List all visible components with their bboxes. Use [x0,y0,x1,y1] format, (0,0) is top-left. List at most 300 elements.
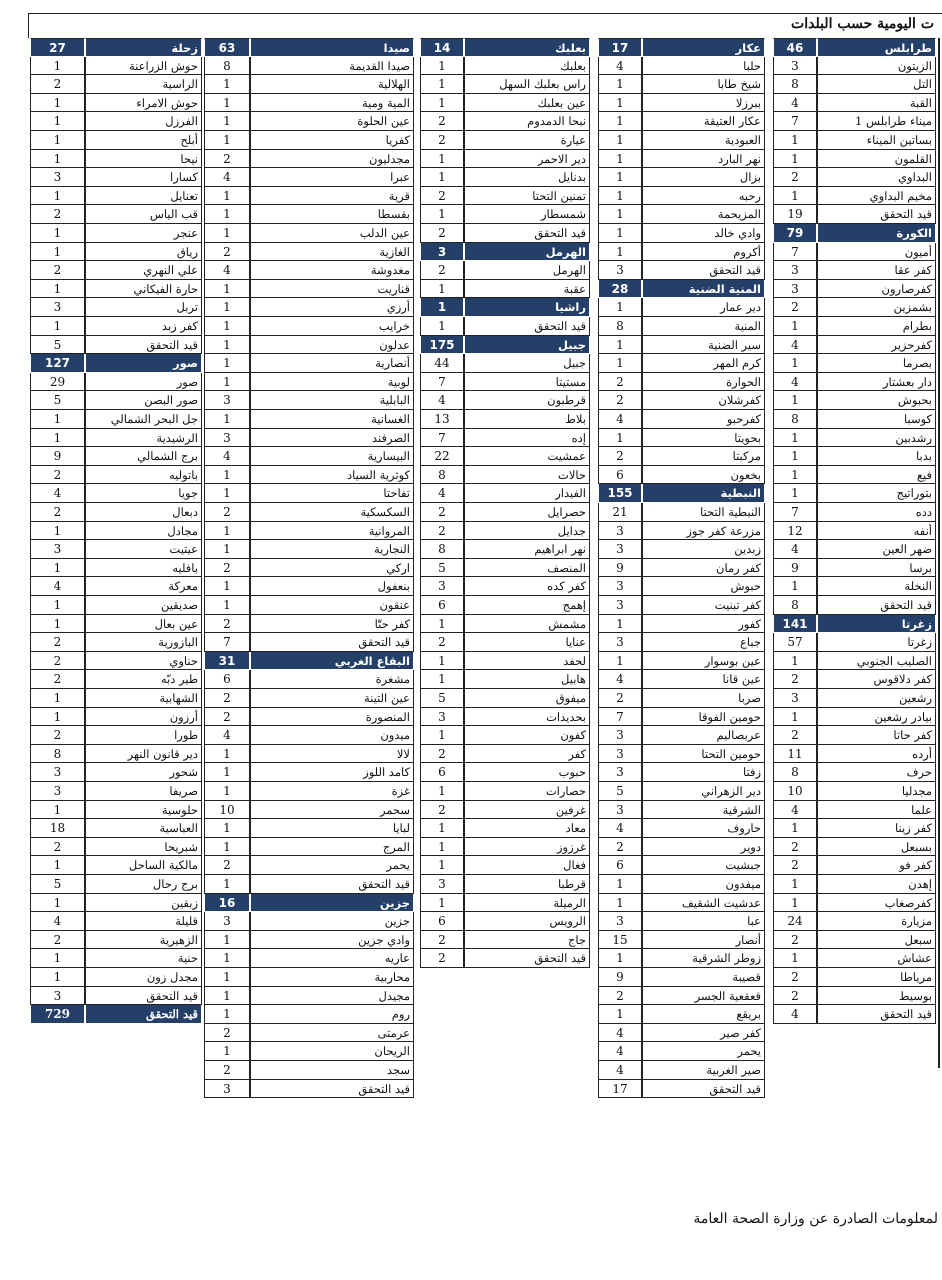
district-table-akkar-nabatieh [598,38,765,1098]
town-name: كوثرية السياد [250,466,414,485]
case-count: 2 [420,503,464,522]
case-count: 2 [773,931,817,950]
town-row [598,1024,765,1043]
town-row [420,150,590,169]
town-row [204,205,414,224]
case-count: 1 [204,187,250,206]
town-row [30,94,202,113]
town-row [204,540,414,559]
district-name: بعلبك [464,38,590,57]
district-header-row [420,243,590,262]
case-count: 1 [598,131,642,150]
case-count: 1 [30,559,85,578]
case-count: 1 [204,838,250,857]
case-count: 2 [204,150,250,169]
case-count: 2 [420,261,464,280]
case-count: 6 [420,912,464,931]
town-name: كفر حتّا [250,615,414,634]
town-name: جل البحر الشمالي [85,410,202,429]
case-count: 1 [30,801,85,820]
case-count: 3 [30,298,85,317]
town-name: حومين التحتا [642,745,765,764]
district-name: البقاع الغربي [250,652,414,671]
district-table-saida [204,38,414,1098]
town-name: حبوش [642,577,765,596]
town-name: البابلية [250,391,414,410]
town-row [204,949,414,968]
town-name: العبودية [642,131,765,150]
case-count: 1 [773,187,817,206]
town-row [598,931,765,950]
district-header-row [773,38,936,57]
town-name: قيد التحقق [464,949,590,968]
town-name: المرج [250,838,414,857]
town-name: أكروم [642,243,765,262]
town-name: عين الدلب [250,224,414,243]
town-name: بتوراتيج [817,484,936,503]
town-row [773,987,936,1006]
case-count: 3 [30,782,85,801]
town-name: عين الحلوة [250,112,414,131]
case-count: 1 [420,894,464,913]
town-row [204,1042,414,1061]
town-name: التل [817,75,936,94]
case-count: 1 [204,931,250,950]
town-name: صيدا القديمة [250,57,414,76]
town-name: السكسكية [250,503,414,522]
town-row [773,949,936,968]
town-name: كفور [642,615,765,634]
town-row [204,354,414,373]
town-row [420,559,590,578]
town-name: أرزي [250,298,414,317]
case-count: 1 [30,708,85,727]
case-count: 8 [420,466,464,485]
case-count: 19 [773,205,817,224]
town-name: عبرا [250,168,414,187]
district-header-row [598,38,765,57]
town-row [30,298,202,317]
town-name: لبايا [250,819,414,838]
case-count: 2 [204,615,250,634]
district-name: جبيل [464,336,590,355]
case-count: 1 [30,615,85,634]
case-count: 3 [598,577,642,596]
town-row [204,410,414,429]
case-count: 1 [773,652,817,671]
town-row [30,633,202,652]
case-count: 3 [598,801,642,820]
town-row [420,373,590,392]
town-name: كفرصغاب [817,894,936,913]
town-name: حومين الفوقا [642,708,765,727]
town-name: برج رحال [85,875,202,894]
town-row [204,503,414,522]
town-name: المنية [642,317,765,336]
town-name: قيد التحقق [642,261,765,280]
town-row [420,410,590,429]
town-row [598,94,765,113]
town-name: سير الضنية [642,336,765,355]
case-count: 3 [30,987,85,1006]
town-row [773,298,936,317]
case-count: 1 [30,968,85,987]
case-count: 1 [204,317,250,336]
town-name: صور البصن [85,391,202,410]
district-header-row [598,280,765,299]
town-row [30,894,202,913]
case-count: 2 [598,373,642,392]
case-count: 1 [773,354,817,373]
case-count: 1 [204,819,250,838]
town-name: كفرشلان [642,391,765,410]
town-name: أرزون [85,708,202,727]
town-row [598,75,765,94]
district-table-north [773,38,936,1024]
town-row [420,726,590,745]
case-count: 1 [204,987,250,1006]
town-name: عين بعال [85,615,202,634]
town-name: حالات [464,466,590,485]
district-name: المنية الضنية [642,280,765,299]
town-row [773,968,936,987]
case-count: 1 [420,280,464,299]
town-row [773,875,936,894]
case-count: 44 [420,354,464,373]
case-count: 8 [30,745,85,764]
town-name: قيد التحقق [250,1080,414,1099]
town-row [773,243,936,262]
town-row [420,391,590,410]
town-row [773,391,936,410]
case-count: 1 [204,540,250,559]
town-row [30,522,202,541]
town-name: عين بوسوار [642,652,765,671]
town-name: رشعين [817,689,936,708]
town-name: قرطبا [464,875,590,894]
case-count: 1 [598,94,642,113]
town-name: قصيبة [642,968,765,987]
town-row [204,726,414,745]
case-count: 1 [773,447,817,466]
case-count: 1 [30,94,85,113]
district-total: 155 [598,484,642,503]
case-count: 2 [420,801,464,820]
case-count: 3 [773,689,817,708]
town-row [598,559,765,578]
town-row [420,782,590,801]
case-count: 1 [420,205,464,224]
town-row [773,94,936,113]
case-count: 4 [598,57,642,76]
case-count: 1 [598,150,642,169]
town-name: قيد التحقق [85,1005,202,1024]
district-total: 14 [420,38,464,57]
town-row [773,354,936,373]
district-header-row [204,38,414,57]
town-name: غزة [250,782,414,801]
town-row [773,745,936,764]
case-count: 4 [773,94,817,113]
district-name: النبطية [642,484,765,503]
town-name: الفرزل [85,112,202,131]
case-count: 3 [598,745,642,764]
town-row [30,150,202,169]
town-name: إهمج [464,596,590,615]
case-count: 1 [30,410,85,429]
town-row [773,484,936,503]
district-total: 175 [420,336,464,355]
case-count: 9 [598,968,642,987]
town-row [204,57,414,76]
case-count: 4 [773,373,817,392]
case-count: 2 [30,652,85,671]
town-row [773,447,936,466]
case-count: 7 [773,503,817,522]
town-row [30,540,202,559]
case-count: 8 [773,75,817,94]
town-name: الهلالية [250,75,414,94]
town-row [420,689,590,708]
case-count: 1 [420,94,464,113]
town-name: زوطر الشرقية [642,949,765,968]
case-count: 1 [598,949,642,968]
town-row [420,931,590,950]
town-name: عيارة [464,131,590,150]
town-name: أرده [817,745,936,764]
town-name: كفر فو [817,856,936,875]
case-count: 1 [598,615,642,634]
case-count: 6 [598,466,642,485]
town-row [420,354,590,373]
town-row [773,168,936,187]
case-count: 1 [598,875,642,894]
town-row [420,894,590,913]
case-count: 1 [204,522,250,541]
case-count: 4 [773,1005,817,1024]
district-name: الهرمل [464,243,590,262]
town-row [420,652,590,671]
case-count: 2 [30,838,85,857]
town-row [204,150,414,169]
town-row [30,243,202,262]
town-name: دوير [642,838,765,857]
case-count: 1 [420,782,464,801]
town-row [598,745,765,764]
town-row [420,57,590,76]
case-count: 2 [204,689,250,708]
case-count: 2 [420,522,464,541]
case-count: 1 [773,150,817,169]
case-count: 1 [773,819,817,838]
town-name: البداوي [817,168,936,187]
case-count: 5 [30,336,85,355]
town-name: محاربية [250,968,414,987]
town-row [773,540,936,559]
town-row [420,522,590,541]
town-row [30,726,202,745]
town-row [30,57,202,76]
case-count: 3 [598,633,642,652]
town-name: الراسية [85,75,202,94]
town-name: كفر زينا [817,819,936,838]
town-name: قيد التحقق [642,1080,765,1099]
case-count: 1 [420,168,464,187]
case-count: 5 [30,391,85,410]
case-count: 6 [420,763,464,782]
town-name: كفر [464,745,590,764]
case-count: 4 [30,484,85,503]
town-name: مجدليون [250,150,414,169]
case-count: 5 [420,689,464,708]
town-row [30,391,202,410]
town-row [420,708,590,727]
case-count: 4 [204,168,250,187]
town-row [598,801,765,820]
town-name: حارة الفيكاني [85,280,202,299]
case-count: 3 [420,577,464,596]
town-name: رحبه [642,187,765,206]
district-total: 28 [598,280,642,299]
case-count: 1 [30,317,85,336]
district-total: 3 [420,243,464,262]
case-count: 4 [204,261,250,280]
case-count: 5 [30,875,85,894]
case-count: 4 [773,336,817,355]
town-row [598,205,765,224]
town-name: عين التينة [250,689,414,708]
town-row [598,763,765,782]
town-name: يحمر [642,1042,765,1061]
case-count: 6 [420,596,464,615]
case-count: 1 [204,94,250,113]
town-row [204,615,414,634]
town-row [30,131,202,150]
town-row [420,317,590,336]
case-count: 12 [773,522,817,541]
case-count: 3 [598,540,642,559]
town-name: الرشيدية [85,429,202,448]
case-count: 4 [598,1042,642,1061]
town-name: ميفدون [642,875,765,894]
town-row [204,391,414,410]
town-name: لالا [250,745,414,764]
district-total: 79 [773,224,817,243]
case-count: 1 [598,205,642,224]
town-name: الريحان [250,1042,414,1061]
town-row [598,726,765,745]
case-count: 2 [420,633,464,652]
town-row [204,745,414,764]
town-row [30,336,202,355]
town-name: نبحا الدمدوم [464,112,590,131]
town-name: دير قانون النهر [85,745,202,764]
case-count: 1 [204,298,250,317]
town-name: بقسطا [250,205,414,224]
case-count: 1 [30,150,85,169]
town-name: مشغرة [250,670,414,689]
town-name: فيع [817,466,936,485]
case-count: 1 [598,354,642,373]
case-count: 1 [30,112,85,131]
town-name: عمشيت [464,447,590,466]
town-name: حرف [817,763,936,782]
town-row [598,391,765,410]
frame-left-border [28,13,29,38]
town-row [204,280,414,299]
case-count: 10 [204,801,250,820]
case-count: 3 [204,912,250,931]
town-name: نيحا [85,150,202,169]
town-row [773,261,936,280]
town-name: جبيل [464,354,590,373]
case-count: 1 [598,298,642,317]
town-name: العباسية [85,819,202,838]
case-count: 8 [773,763,817,782]
case-count: 1 [204,1042,250,1061]
town-row [204,670,414,689]
case-count: 1 [204,577,250,596]
town-name: البازورية [85,633,202,652]
case-count: 7 [773,112,817,131]
town-name: صربا [642,689,765,708]
town-row [598,168,765,187]
town-name: شيخ طابا [642,75,765,94]
case-count: 3 [30,540,85,559]
town-row [598,894,765,913]
case-count: 7 [420,373,464,392]
town-name: كفر دلاقوس [817,670,936,689]
town-name: المنصورة [250,708,414,727]
town-name: عنجر [85,224,202,243]
town-name: بافليه [85,559,202,578]
town-name: باتوليه [85,466,202,485]
town-row [30,670,202,689]
town-row [30,429,202,448]
town-name: لوبية [250,373,414,392]
town-row [30,261,202,280]
town-row [773,131,936,150]
town-row [30,875,202,894]
town-name: عربصاليم [642,726,765,745]
town-row [30,205,202,224]
town-row [420,112,590,131]
town-row [598,819,765,838]
town-row [30,689,202,708]
town-name: نهر ابراهيم [464,540,590,559]
town-name: كفون [464,726,590,745]
town-row [773,763,936,782]
town-name: يحمر [250,856,414,875]
town-name: صور [85,373,202,392]
case-count: 3 [204,1080,250,1099]
town-row [598,912,765,931]
town-name: كفر رمان [642,559,765,578]
case-count: 4 [773,540,817,559]
town-row [420,949,590,968]
town-row [30,577,202,596]
case-count: 1 [204,112,250,131]
town-row [204,708,414,727]
town-row [598,689,765,708]
district-total: 31 [204,652,250,671]
case-count: 3 [598,726,642,745]
town-name: وادي جزين [250,931,414,950]
town-row [30,373,202,392]
town-name: قرية [250,187,414,206]
town-name: مخيم البداوي [817,187,936,206]
district-header-row [30,38,202,57]
